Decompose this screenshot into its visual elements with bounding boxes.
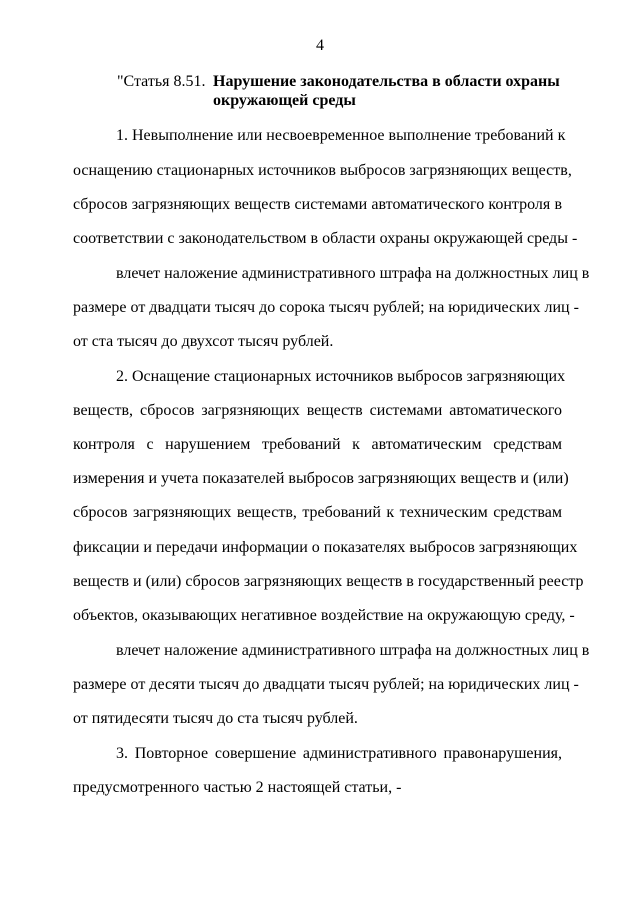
page-number: 4 [316, 37, 324, 54]
text-line: от ста тысяч до двухсот тысяч рублей. [73, 333, 334, 350]
text-line: сбросов загрязняющих веществ, требований к техническим средствам [73, 504, 562, 521]
text-line: влечет наложение административного штрафа на должностных лиц в [116, 265, 590, 282]
text-line: объектов, оказывающих негативное воздействие на окружающую среду, - [73, 607, 575, 624]
text-line: соответствии с законодательством в области охраны окружающей среды - [73, 230, 578, 247]
text-line: оснащению стационарных источников выбросов загрязняющих веществ, [73, 162, 572, 179]
text-line: от пятидесяти тысяч до ста тысяч рублей. [73, 710, 358, 727]
text-line: веществ, сбросов загрязняющих веществ системами автоматического [73, 402, 562, 419]
article-number: "Статья 8.51. [117, 73, 206, 90]
text-line: контроля с нарушением требований к автоматическим средствам [73, 436, 562, 453]
article-title: Нарушение законодательства в области охраны окружающей среды [213, 73, 560, 109]
text-line: размере от двадцати тысяч до сорока тысяч рублей; на юридических лиц - [73, 299, 579, 316]
text-line: 1. Невыполнение или несвоевременное выполнение требований к [116, 127, 566, 144]
text-line: 3. Повторное совершение административного правонарушения, [116, 745, 562, 762]
text-line: измерения и учета показателей выбросов загрязняющих веществ и (или) [73, 470, 569, 487]
text-line: 2. Оснащение стационарных источников выбросов загрязняющих [116, 368, 566, 385]
text-line: предусмотренного частью 2 настоящей статьи, - [73, 779, 402, 796]
text-line: веществ и (или) сбросов загрязняющих веществ в государственный реестр [73, 573, 584, 590]
text-line: влечет наложение административного штрафа на должностных лиц в [116, 642, 590, 659]
text-line: размере от десяти тысяч до двадцати тысяч рублей; на юридических лиц - [73, 676, 579, 693]
text-line: фиксации и передачи информации о показателях выбросов загрязняющих [73, 539, 578, 556]
text-line: сбросов загрязняющих веществ системами автоматического контроля в [73, 196, 562, 213]
